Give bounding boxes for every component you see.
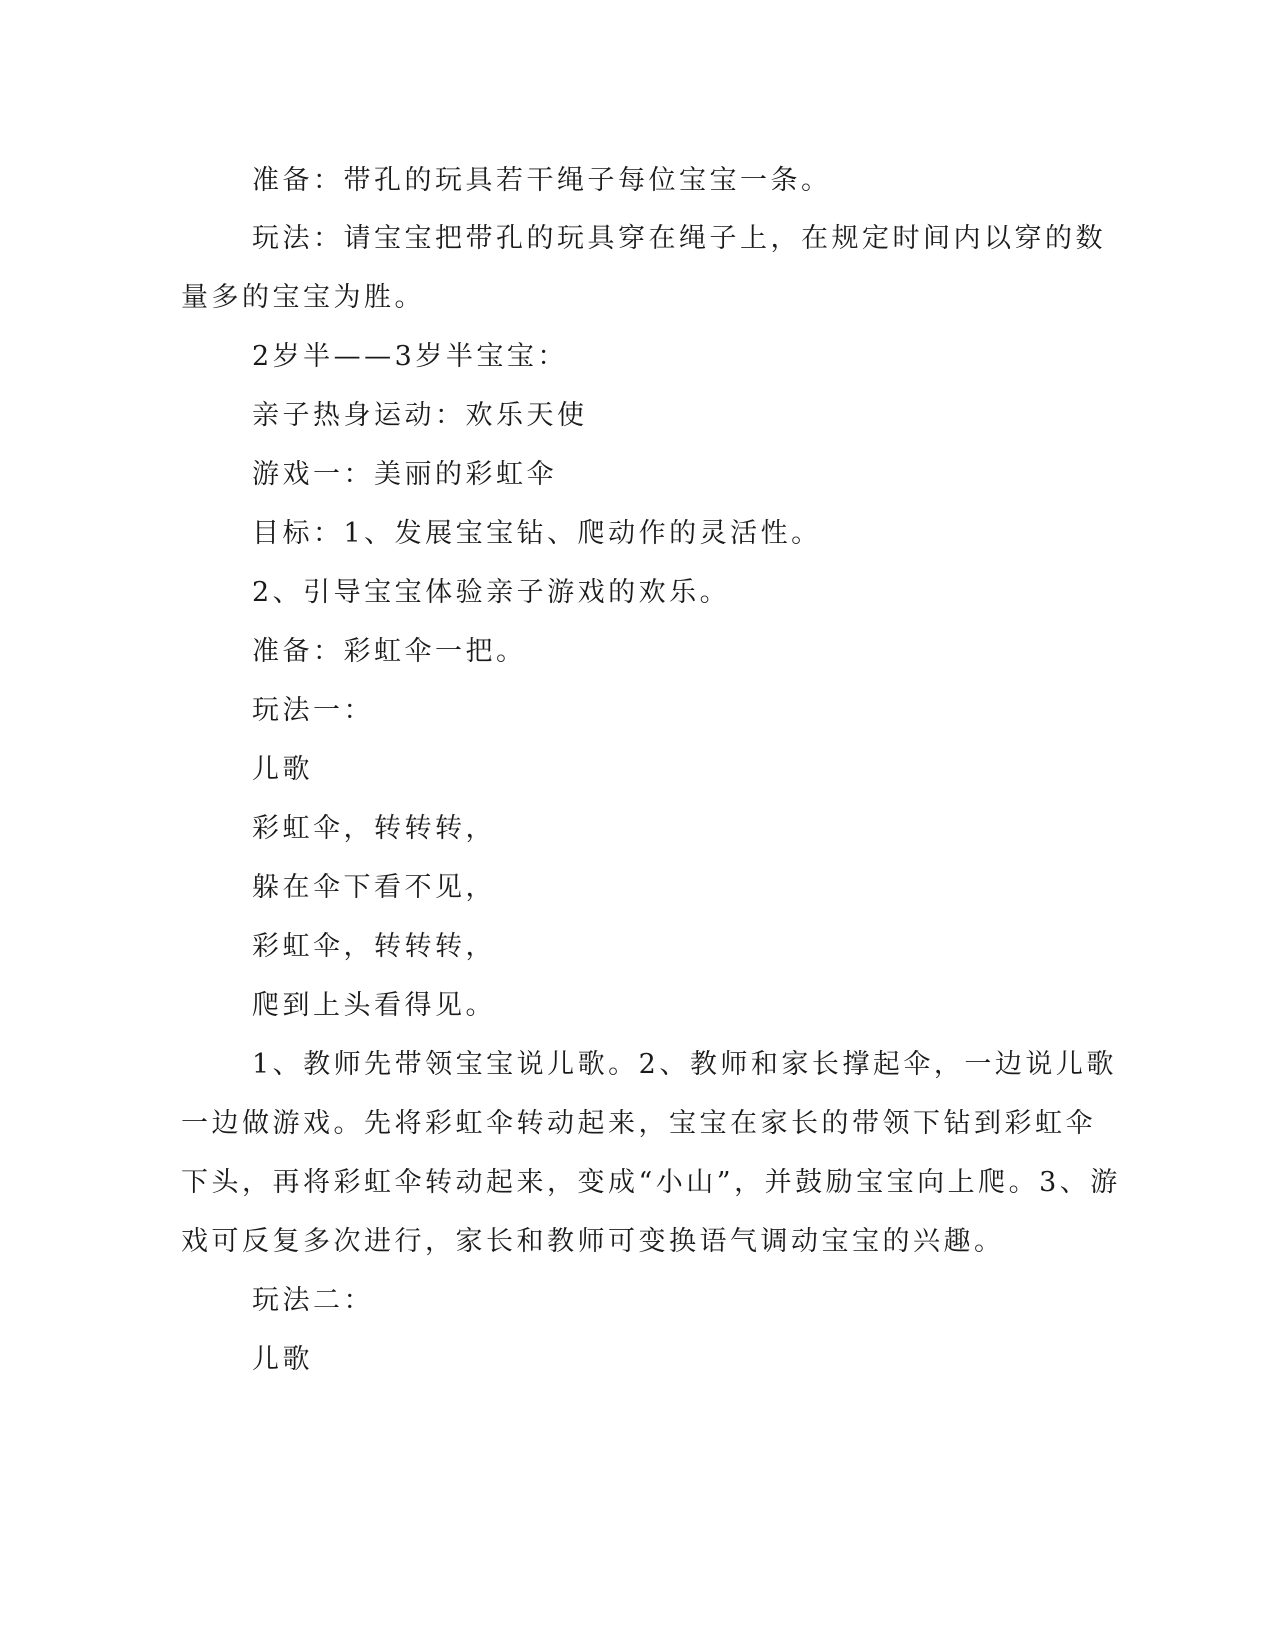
text-line: 玩法二：	[252, 1285, 374, 1316]
text-line: 下头，再将彩虹伞转动起来，变成“小山”，并鼓励宝宝向上爬。3、游	[181, 1167, 1121, 1198]
text-line: 准备：彩虹伞一把。	[252, 636, 527, 667]
text-line: 1、教师先带领宝宝说儿歌。2、教师和家长撑起伞，一边说儿歌	[252, 1049, 1117, 1080]
text-line: 准备：带孔的玩具若干绳子每位宝宝一条。	[252, 165, 832, 196]
text-line: 2、引导宝宝体验亲子游戏的欢乐。	[252, 577, 731, 608]
text-line: 游戏一：美丽的彩虹伞	[252, 459, 557, 490]
text-line: 儿歌	[252, 754, 313, 785]
text-line: 彩虹伞，转转转，	[252, 931, 496, 962]
text-line: 玩法：请宝宝把带孔的玩具穿在绳子上，在规定时间内以穿的数	[252, 223, 1106, 254]
text-line: 儿歌	[252, 1344, 313, 1375]
text-line: 一边做游戏。先将彩虹伞转动起来，宝宝在家长的带领下钻到彩虹伞	[181, 1108, 1096, 1139]
text-line: 躲在伞下看不见，	[252, 872, 496, 903]
text-line: 玩法一：	[252, 695, 374, 726]
text-line: 彩虹伞，转转转，	[252, 813, 496, 844]
text-line: 亲子热身运动：欢乐天使	[252, 400, 588, 431]
text-line: 量多的宝宝为胜。	[181, 282, 425, 313]
text-line: 爬到上头看得见。	[252, 990, 496, 1021]
text-line: 2岁半——3岁半宝宝：	[252, 341, 568, 372]
text-line: 目标：1、发展宝宝钻、爬动作的灵活性。	[252, 518, 822, 549]
text-line: 戏可反复多次进行，家长和教师可变换语气调动宝宝的兴趣。	[181, 1226, 1005, 1257]
